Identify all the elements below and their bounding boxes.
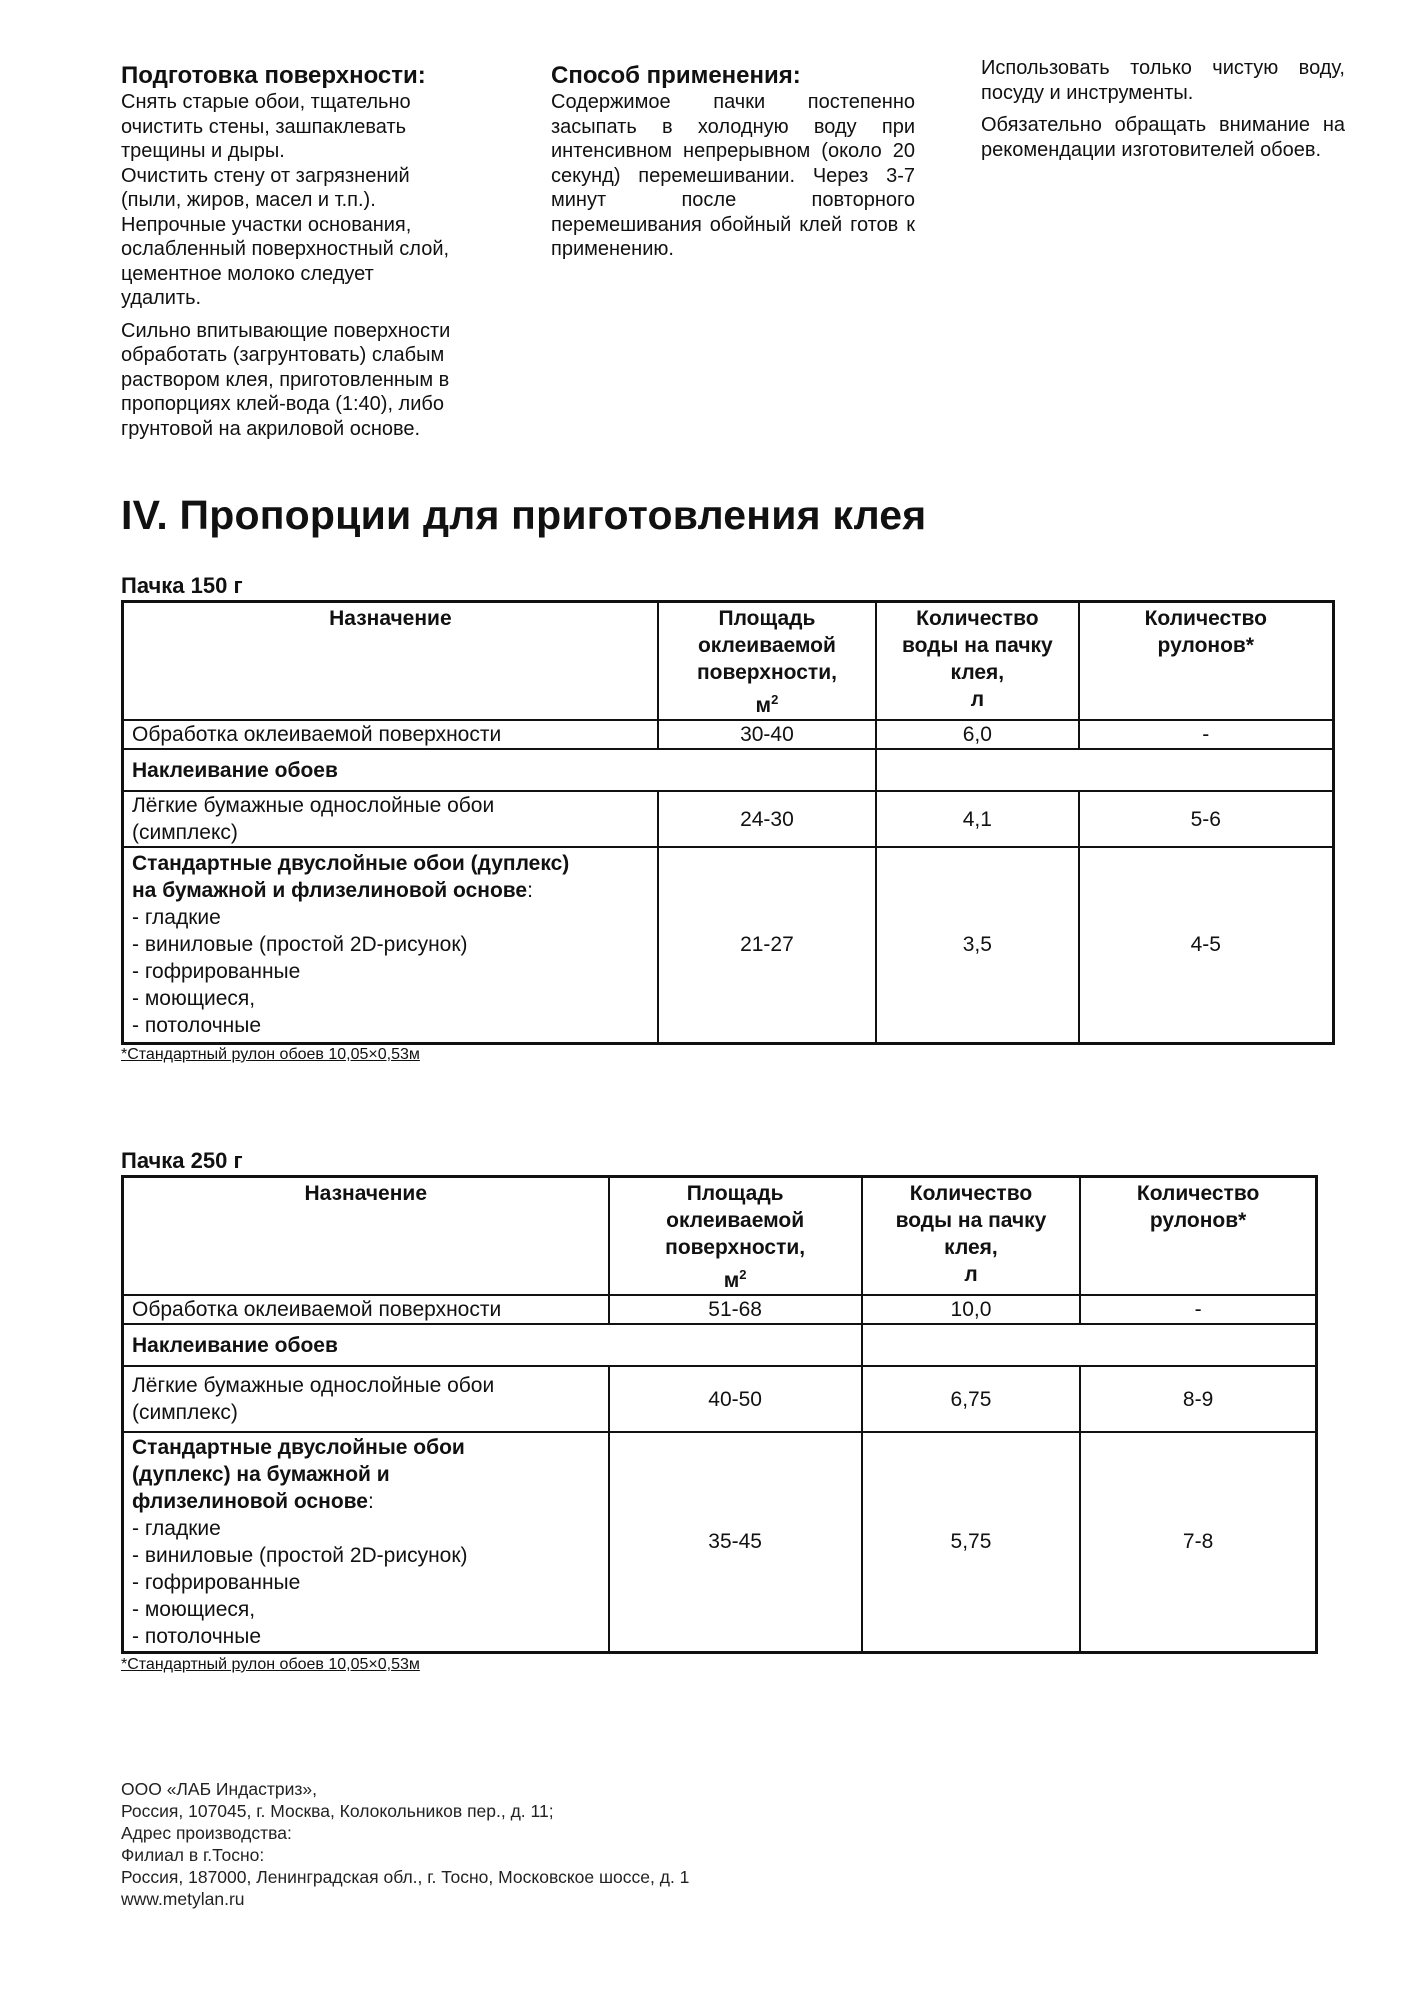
application-method-text: Содержимое пачки постепенно засыпать в холодную воду при интенсивном непрерывном (около 20 секунд) перемешивании. Через 3-7 минут после повторного перемешивания обойный клей готов к применению. (551, 91, 915, 260)
footer-line: Россия, 187000, Ленинградская обл., г. Тосно, Московское шоссе, д. 1 (121, 1867, 690, 1887)
notes-para-2: Обязательно обращать внимание на рекомендации изготовителей обоев. (981, 114, 1345, 161)
table2-footnote: *Стандартный рулон обоев 10,05×0,53м (121, 1656, 420, 1673)
surface-prep-para-1: Снять старые обои, тщательно очистить стены, зашпаклевать трещины и дыры. Очистить стену от загрязнений (пыли, жиров, масел и т.п.). Непрочные участки основания, ослабленный поверхностный слой, цементное молоко следует удалить. (121, 91, 450, 309)
table1 (121, 600, 1335, 1045)
header-rolls: Количество рулонов* (1080, 1177, 1316, 1296)
notes-para-1: Использовать только чистую воду, посуду и инструменты. (981, 57, 1345, 104)
header-rolls: Количество рулонов* (1079, 602, 1334, 721)
table2-label: Пачка 250 г (121, 1148, 243, 1173)
table1-footnote: *Стандартный рулон обоев 10,05×0,53м (121, 1046, 420, 1063)
table-subheader-row: Наклеивание обоев (123, 749, 1334, 791)
company-footer (121, 1778, 689, 1910)
table-row: Обработка оклеиваемой поверхности 30-40 6,0 - (123, 720, 1334, 749)
footer-line: Адрес производства: (121, 1823, 292, 1843)
header-water: Количество воды на пачку клея, л (876, 602, 1078, 721)
notes-section (981, 56, 1345, 162)
table-row: Стандартные двуслойные обои (дуплекс) на бумажной и флизелиновой основе: - гладкие - виниловые (простой 2D-рисунок) - гофрированные - моющиеся, - потолочные 35-45 5,75 7-8 (123, 1432, 1317, 1652)
section-title: IV. Пропорции для приготовления клея (121, 492, 927, 538)
table1-header-row (123, 602, 1334, 721)
footer-website: www.metylan.ru (121, 1889, 245, 1909)
surface-prep-section (121, 62, 491, 441)
table-row: Обработка оклеиваемой поверхности 51-68 10,0 - (123, 1295, 1317, 1324)
footer-line: Россия, 107045, г. Москва, Колокольников пер., д. 11; (121, 1801, 554, 1821)
header-area: Площадь оклеиваемой поверхности, $м^2$ (609, 1177, 862, 1296)
table-subheader-row: Наклеивание обоев (123, 1324, 1317, 1366)
table1-label: Пачка 150 г (121, 573, 243, 598)
header-purpose: Назначение (123, 602, 658, 721)
footer-line: Филиал в г.Тосно: (121, 1845, 265, 1865)
application-method-heading: Способ применения: (551, 62, 801, 89)
table2 (121, 1175, 1318, 1654)
table-row: Лёгкие бумажные однослойные обои (симплекс) 40-50 6,75 8-9 (123, 1366, 1317, 1432)
header-purpose: Назначение (123, 1177, 609, 1296)
application-method-section (551, 62, 915, 262)
table2-header-row (123, 1177, 1317, 1296)
header-area: Площадь оклеиваемой поверхности, $м^2$ (658, 602, 876, 721)
table-row: Стандартные двуслойные обои (дуплекс) на бумажной и флизелиновой основе: - гладкие - виниловые (простой 2D-рисунок) - гофрированные - моющиеся, - потолочные 21-27 3,5 4-5 (123, 847, 1334, 1043)
surface-prep-heading: Подготовка поверхности: (121, 62, 426, 89)
header-water: Количество воды на пачку клея, л (862, 1177, 1080, 1296)
table-row: Лёгкие бумажные однослойные обои (симплекс) 24-30 4,1 5-6 (123, 791, 1334, 847)
surface-prep-para-2: Сильно впитывающие поверхности обработать (загрунтовать) слабым раствором клея, приготовленным в пропорциях клей-вода (1:40), либо грунтовой на акриловой основе. (121, 319, 451, 440)
footer-line: ООО «ЛАБ Индастриз», (121, 1779, 318, 1799)
